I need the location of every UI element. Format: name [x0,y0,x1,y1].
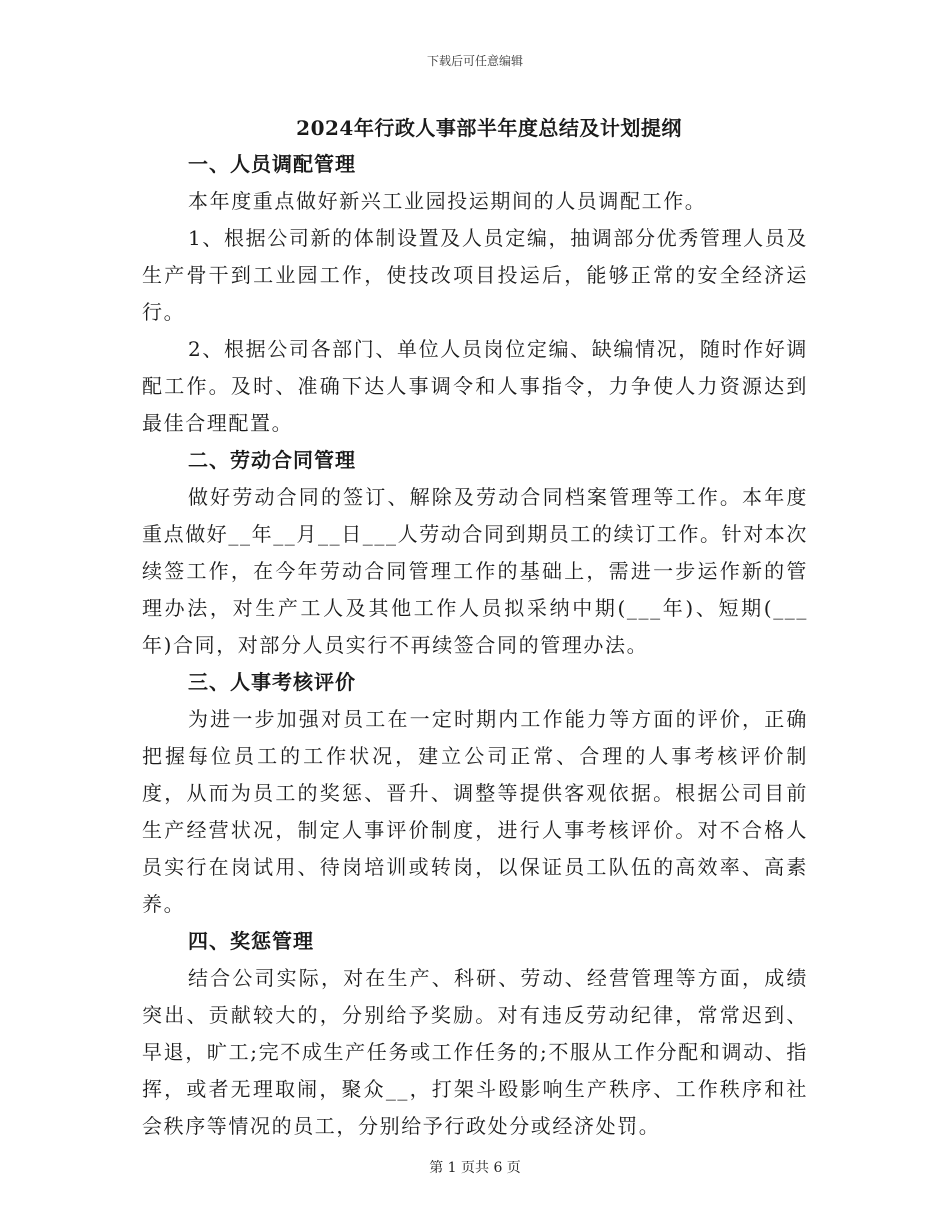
section-heading: 二、劳动合同管理 [188,448,356,472]
section-paragraph: 本年度重点做好新兴工业园投运期间的人员调配工作。 [188,189,707,213]
section-paragraph: 为进一步加强对员工在一定时期内工作能力等方面的评价，正确把握每位员工的工作状况，建立公司正常、合理的人事考核评价制度，从而为员工的奖惩、晋升、调整等提供客观依据。根据公司目前生产经营状况，制定人事评价制度，进行人事考核评价。对不合格人员实行在岗试用、待岗培训或转岗，以保证员工队伍的高效率、高素养。 [142,707,808,916]
section-personnel-allocation [142,146,808,442]
section-heading: 三、人事考核评价 [188,670,356,694]
page-header-note: 下载后可任意编辑 [426,54,523,68]
document-body [142,110,808,1145]
section-paragraph: 做好劳动合同的签订、解除及劳动合同档案管理等工作。本年度重点做好__年__月__日___人劳动合同到期员工的续订工作。针对本次续签工作，在今年劳动合同管理工作的基础上，需进一步运作新的管理办法，对生产工人及其他工作人员拟采纳中期(___年)、短期(___年)合同，对部分人员实行不再续签合同的管理办法。 [142,485,808,657]
section-paragraph: 1、根据公司新的体制设置及人员定编，抽调部分优秀管理人员及生产骨干到工业园工作，使技改项目投运后，能够正常的安全经济运行。 [142,226,808,324]
section-paragraph: 结合公司实际，对在生产、科研、劳动、经营管理等方面，成绩突出、贡献较大的，分别给予奖励。对有违反劳动纪律，常常迟到、早退，旷工;完不成生产任务或工作任务的;不服从工作分配和调动、指挥，或者无理取闹，聚众__，打架斗殴影响生产秩序、工作秩序和社会秩序等情况的员工，分别给予行政处分或经济处罚。 [142,966,808,1138]
page-number: 第 1 页共 6 页 [429,1160,521,1176]
section-heading: 四、奖惩管理 [188,929,314,953]
section-rewards-penalties [142,923,808,1145]
section-labor-contract [142,442,808,664]
section-personnel-evaluation [142,664,808,923]
section-heading: 一、人员调配管理 [188,152,356,176]
document-title: 2024年行政人事部半年度总结及计划提纲 [296,116,682,140]
section-paragraph: 2、根据公司各部门、单位人员岗位定编、缺编情况，随时作好调配工作。及时、准确下达人事调令和人事指令，力争使人力资源达到最佳合理配置。 [142,337,808,435]
